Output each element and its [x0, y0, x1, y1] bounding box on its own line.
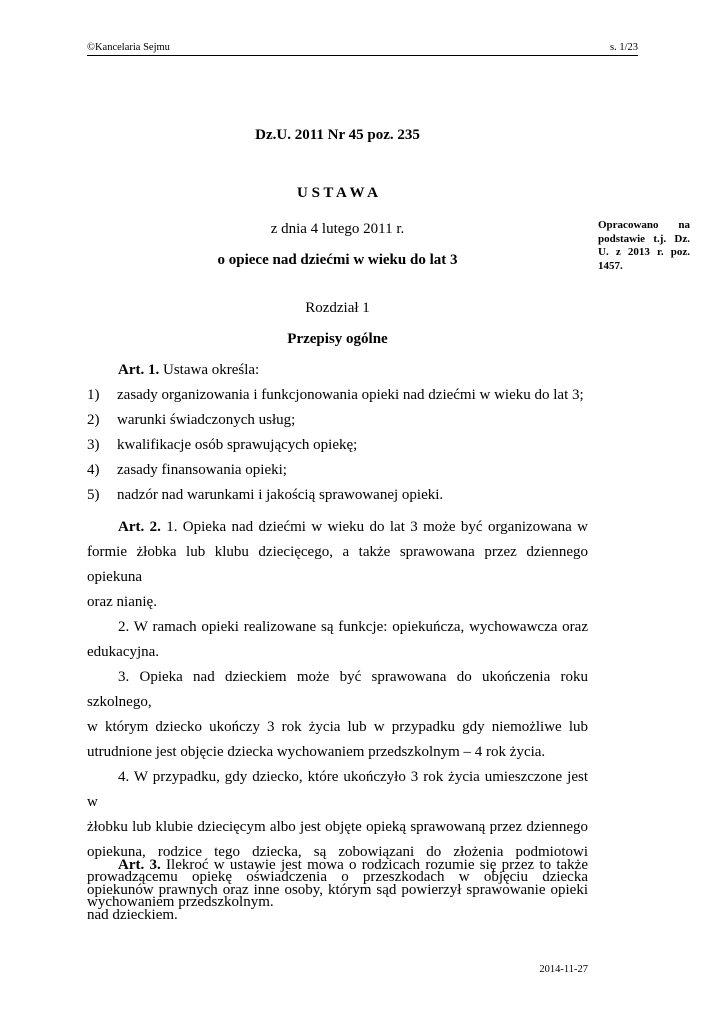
act-title: o opiece nad dziećmi w wieku do lat 3	[217, 252, 458, 268]
note-line: 1457.	[598, 259, 623, 272]
list-item: 3) kwalifikacje osób sprawujących opiekę;	[87, 437, 358, 453]
chapter-title: Przepisy ogólne	[287, 331, 388, 347]
act-type: U S T A W A	[296, 185, 379, 201]
list-item: 4) zasady finansowania opieki;	[87, 462, 287, 478]
consolidation-note	[598, 219, 690, 273]
list-item: 5) nadzór nad warunkami i jakością sprawowanej opieki.	[87, 487, 444, 503]
list-item: 2) warunki świadczonych usług;	[87, 412, 296, 428]
article-label: Art. 2.	[118, 519, 161, 535]
header-page-number: s. 1/23	[609, 42, 638, 53]
footer-date: 2014-11-27	[539, 964, 588, 975]
note-line: podstawie t.j. Dz.	[598, 232, 690, 245]
chapter-number: Rozdział 1	[305, 300, 370, 316]
header-rule	[87, 55, 638, 56]
article-text: Ustawa określa:	[159, 362, 260, 378]
article-1	[87, 358, 588, 508]
article-label: Art. 1.	[118, 362, 160, 378]
header-publisher: ©Kancelaria Sejmu	[87, 42, 170, 53]
journal-reference: Dz.U. 2011 Nr 45 poz. 235	[255, 127, 420, 143]
list-item: 1) zasady organizowania i funkcjonowania opieki nad dziećmi w wieku do lat 3;	[87, 387, 584, 403]
act-date: z dnia 4 lutego 2011 r.	[270, 221, 405, 237]
note-line: Opracowano na	[598, 219, 690, 231]
note-line: U. z 2013 r. poz.	[598, 246, 690, 259]
article-label: Art. 3.	[118, 857, 161, 873]
article-2: Art. 2. 1. Opieka nad dziećmi w wieku do lat 3 może być organizowana w formie żłobka lub klubu dziecięcego, a także sprawowana przez dziennego opiekuna oraz nianię. 2. W ramach opieki realizowane są funkcje: opiekuńcza, wychowawcza oraz edukacyjna. 3. Opieka nad dzieckiem może być sprawowana do ukończenia roku szkolnego, w którym dziecko ukończy 3 rok życia lub w przypadku gdy niemożliwe lub utrudnione jest objęcie dziecka wychowaniem przedszkolnym – 4 rok życia. 4. W przypadku, gdy dziecko, które ukończyło 3 rok życia umieszczone jest w żłobku lub klubie dziecięcym albo jest objęte opieką sprawowaną przez dziennego opiekuna, rodzice tego dziecka, są zobowiązani do złożenia podmiotowi prowadzącemu opiekę oświadczenia o przeszkodach w objęciu dziecka wychowaniem przedszkolnym.	[87, 519, 588, 910]
article-3: Art. 3. Ilekroć w ustawie jest mowa o rodzicach rozumie się przez to także opiekunów prawnych oraz inne osoby, którym sąd powierzył sprawowanie opieki nad dzieckiem.	[87, 857, 588, 923]
